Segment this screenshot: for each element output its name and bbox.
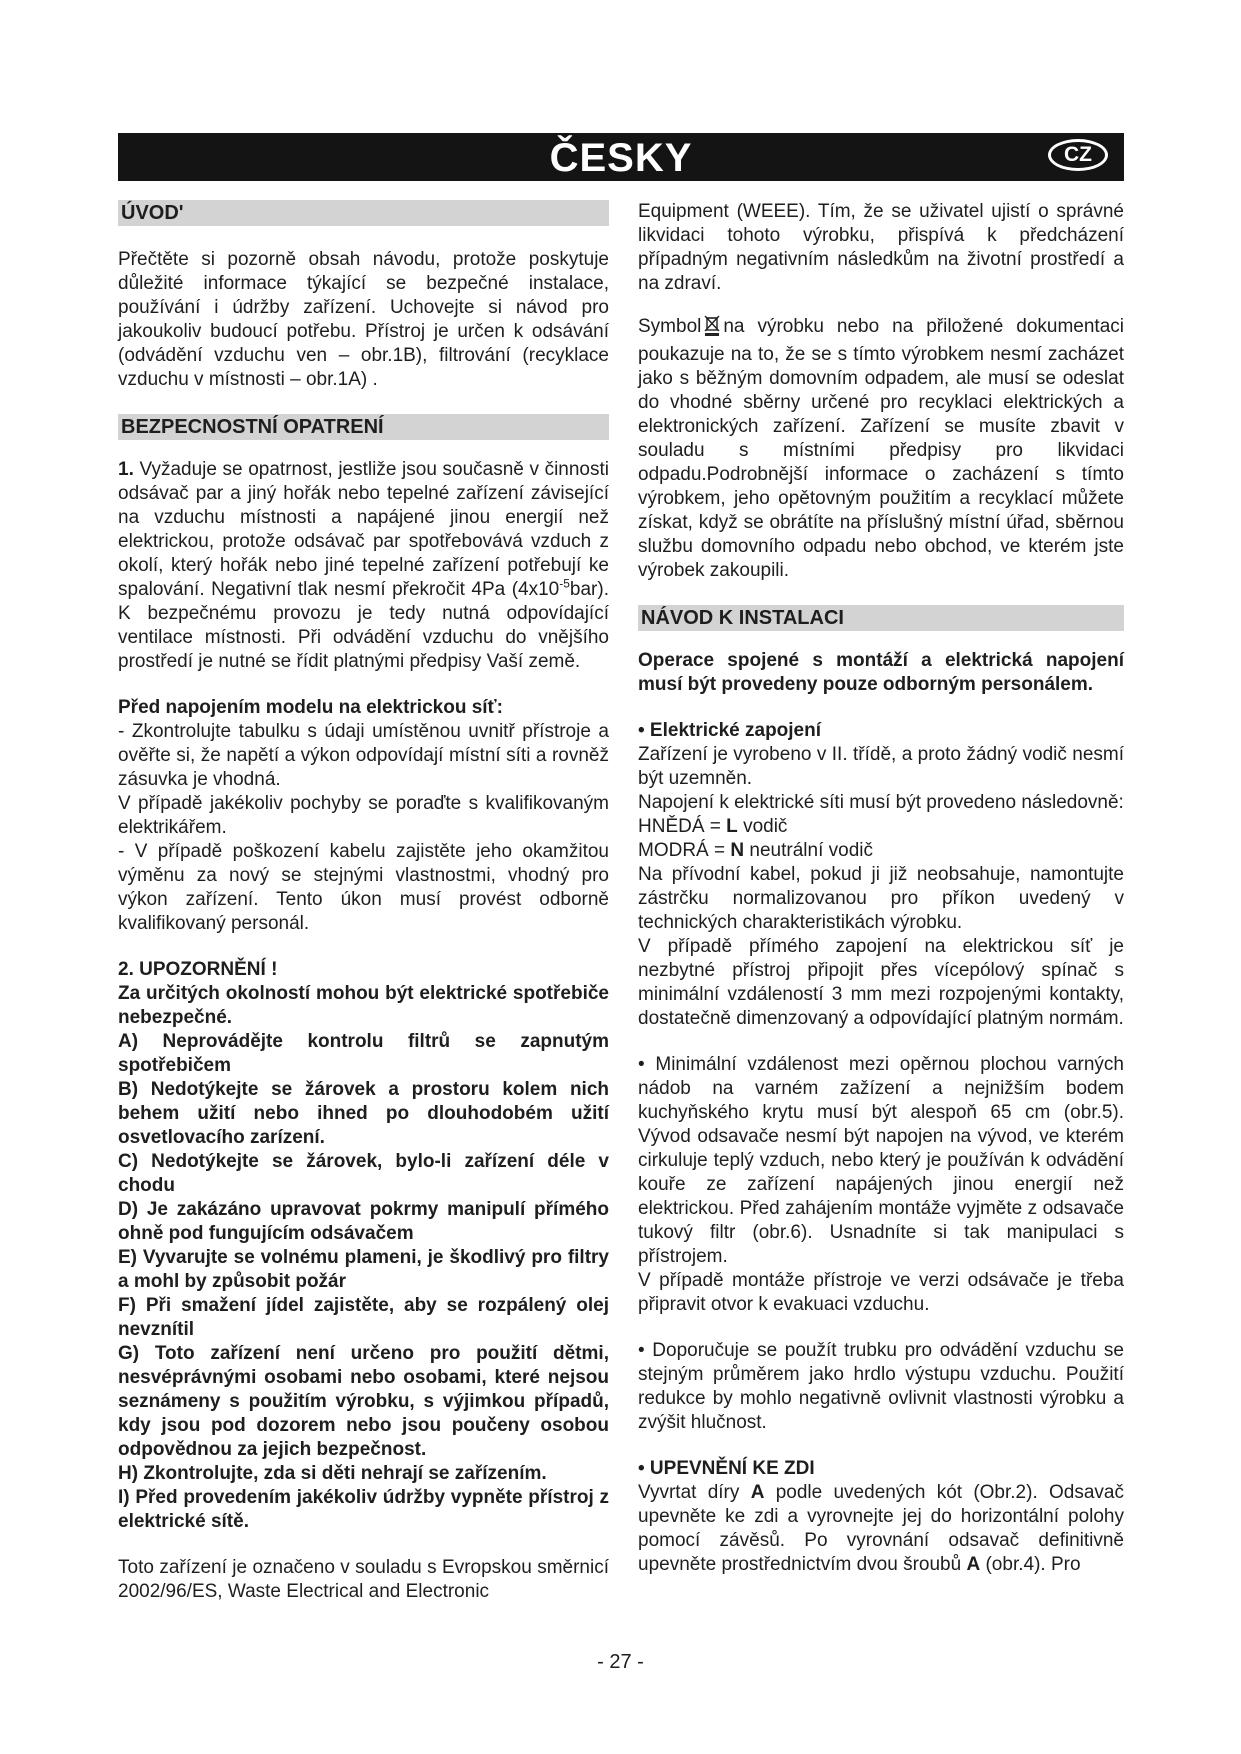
- section-heading-uvod: ÚVOD': [118, 200, 609, 226]
- blue-letter: N: [730, 840, 745, 861]
- blue-label: MODRÁ =: [638, 840, 726, 861]
- symbol-word: Symbol: [638, 316, 702, 337]
- pipe-paragraph: • Doporučuje se použít trubku pro odvádění vzduchu se stejným průměrem jako hrdlo výstupu vzduchu. Použití redukce by mohlo negativně ovlivnit vlastnosti výrobku a zvýšit hlučnost.: [638, 1340, 1124, 1433]
- wall-text-e: (obr.4). Pro: [980, 1554, 1081, 1575]
- weee-paragraph: Toto zařízení je označeno v souladu s Evropskou směrnicí 2002/96/ES, Waste Electrical and Electronic: [118, 1557, 609, 1602]
- warning-line: B) Nedotýkejte se žárovek a prostoru kolem nich behem užití nebo ihned po dlouhodobém užití osvetlovacího zarízení.: [118, 1079, 609, 1148]
- warning-line: H) Zkontrolujte, zda si děti nehrají se zařízením.: [118, 1463, 547, 1484]
- electric-line: Napojení k elektrické síti musí být provedeno následovně:: [638, 792, 1124, 813]
- symbol-text: na výrobku nebo na přiložené dokumentaci poukazuje na to, že se s tímto výrobkem nesmí zacházet jako s běžným domovním odpadem, ale musí se odeslat do vhodné sběrny určené pro recyklaci elektrických a elektronických zařízení. Zařízení se musíte zbavit v souladu s místními předpisy pro likvidaci odpadu.Podrobnější informace o zacházení s tímto výrobkem, jeho opětovným použitím a recyklací můžete získat, když se obrátíte na příslušný místní úřad, sběrnou službu domovního odpadu nebo obchod, ve kterém jste výrobek zakoupili.: [638, 316, 1124, 581]
- wall-heading: • UPEVNĚNÍ KE ZDI: [638, 1458, 815, 1479]
- blue-rest: neutrální vodič: [749, 840, 873, 861]
- wall-text-d: A: [966, 1554, 981, 1575]
- warning-line: F) Při smažení jídel zajistěte, aby se rozpálený olej nevznítil: [118, 1295, 609, 1340]
- section-heading-safety: BEZPECNOSTNÍ OPATRENÍ: [118, 414, 609, 440]
- electric-heading: • Elektrické zapojení: [638, 720, 822, 741]
- distance-paragraph-2: V případě montáže přístroje ve verzi odsávače je třeba připravit otvor k evakuaci vzduchu.: [638, 1270, 1124, 1315]
- wall-text-c: podle uvedených kót (Obr.2). Odsavač upevněte ke zdi a vyrovnejte jej do horizontální polohy pomocí závěsů. Po vyrovnání odsavač definitivně upevněte prostřednictvím dvou šroubů: [638, 1482, 1125, 1575]
- language-title: ČESKY: [549, 136, 693, 180]
- brown-rest: vodič: [743, 816, 788, 837]
- warning-line: A) Neprovádějte kontrolu filtrů se zapnutým spotřebičem: [118, 1031, 609, 1076]
- left-column: [118, 200, 609, 1604]
- brown-wire-line: [638, 815, 1124, 839]
- electric-line: Na přívodní kabel, pokud ji již neobsahuje, namontujte zástrčku normalizovanou pro příkon uvedený v technických charakteristikách výrobku.: [638, 864, 1124, 933]
- page-number: - 27 -: [597, 1651, 644, 1673]
- item1-text-b: bar). K bezpečnému provozu je tedy nutná odpovídající ventilace místnosti. Při odvádění vzduchu do vnějšího prostředí je nutné se řídit platnými předpisy Vaší země.: [118, 579, 609, 672]
- before-connect-line: - V případě poškození kabelu zajistěte jeho okamžitou výměnu za nový se stejnými vlastnostmi, vhodný pro výkon zařízení. Tento úkon musí provést odborně kvalifikovaný personál.: [118, 841, 609, 934]
- item1-text-a: Vyžaduje se opatrnost, jestliže jsou současně v činnosti odsávač par a jiný hořák nebo tepelné zařízení závisející na vzduchu místnosti a napájené jinou energií než elektrickou, protože odsávač par spotřebovává vzduch z okolí, který hořák nebo jiné tepelné zařízení potřebují ke spalování. Negativní tlak nesmí překročit 4Pa (4x10: [118, 459, 609, 600]
- blue-wire-line: [638, 839, 1124, 863]
- item1-exponent: -5: [559, 576, 570, 591]
- install-intro: Operace spojené s montáží a elektrická napojení musí být provedeny pouze odborným personálem.: [638, 650, 1124, 695]
- safety-item-1: [118, 458, 609, 674]
- item-number: 1.: [118, 459, 134, 480]
- warning-line: I) Před provedením jakékoliv údržby vypněte přístroj z elektrické sítě.: [118, 1487, 609, 1532]
- wall-text-b: A: [750, 1482, 765, 1503]
- section-heading-install: NÁVOD K INSTALACI: [638, 605, 1124, 631]
- brown-letter: L: [726, 816, 738, 837]
- symbol-paragraph: [638, 314, 1124, 583]
- right-column: [638, 200, 1124, 1577]
- electric-line: Zařízení je vyrobeno v II. třídě, a proto žádný vodič nesmí být uzemněn.: [638, 744, 1124, 789]
- before-connect-line: - Zkontrolujte tabulku s údaji umístěnou uvnitř přístroje a ověřte si, že napětí a výkon odpovídají místní síti a rovněž zásuvka je vhodná.: [118, 721, 609, 790]
- crossed-bin-icon: [703, 314, 721, 343]
- electric-line: V případě přímého zapojení na elektrickou síť je nezbytné přístroj připojit přes vícepólový spínač s minimální vzdáleností 3 mm mezi rozpojenými kontakty, dostatečně dimenzovaný a odpovídající platným normám.: [638, 936, 1124, 1029]
- country-badge: CZ: [1048, 139, 1108, 171]
- warning-line: C) Nedotýkejte se žárovek, bylo-li zařízení déle v chodu: [118, 1151, 609, 1196]
- warning-line: G) Toto zařízení není určeno pro použití dětmi, nesvéprávnými osobami nebo osobami, které nejsou seznámeny s použitím výrobku, s výjimkou případů, kdy jsou pod dozorem nebo jsou poučeny osobou odpovědnou za jejich bezpečnost.: [118, 1343, 609, 1460]
- weee-continued: Equipment (WEEE). Tím, že se uživatel ujistí o správné likvidaci tohoto výrobku, přispívá k předcházení případným negativním následkům na životní prostředí a na zdraví.: [638, 201, 1124, 294]
- warning-line: E) Vyvarujte se volnému plameni, je škodlivý pro filtry a mohl by způsobit požár: [118, 1247, 609, 1292]
- warning-heading: 2. UPOZORNĚNÍ !: [118, 959, 278, 980]
- warning-line: Za určitých okolností mohou být elektrické spotřebiče nebezpečné.: [118, 983, 609, 1028]
- language-banner: [118, 133, 1124, 181]
- before-connect-heading: Před napojením modelu na elektrickou síť:: [118, 697, 503, 718]
- warning-line: D) Je zakázáno upravovat pokrmy manipulí přímého ohně pod fungujícím odsávačem: [118, 1199, 609, 1244]
- wall-text-a: Vyvrtat díry: [638, 1482, 751, 1503]
- distance-paragraph: • Minimální vzdálenost mezi opěrnou plochou varných nádob na varném zažízení a nejnižším bodem kuchyňského krytu musí být alespoň 65 cm (obr.5). Vývod odsavače nesmí být napojen na vývod, ve kterém cirkuluje teplý vzduch, nebo který je používán k odvádění kouře ze zařízení napájených jinou energií než elektrickou. Před zahájením montáže vyjměte z odsavače tukový filtr (obr.6). Usnadníte si tak manipulaci s přístrojem.: [638, 1054, 1124, 1267]
- uvod-paragraph: Přečtěte si pozorně obsah návodu, protože poskytuje důležité informace týkající se bezpečné instalace, používání i údržby zařízení. Uchovejte si návod pro jakoukoliv budoucí potřebu. Přístroj je určen k odsávání (odvádění vzduchu ven – obr.1B), filtrování (recyklace vzduchu v místnosti – obr.1A) .: [118, 249, 609, 390]
- wall-paragraph: [638, 1481, 1124, 1577]
- brown-label: HNĚDÁ =: [638, 816, 721, 837]
- before-connect-line: V případě jakékoliv pochyby se poraďte s kvalifikovaným elektrikářem.: [118, 793, 609, 838]
